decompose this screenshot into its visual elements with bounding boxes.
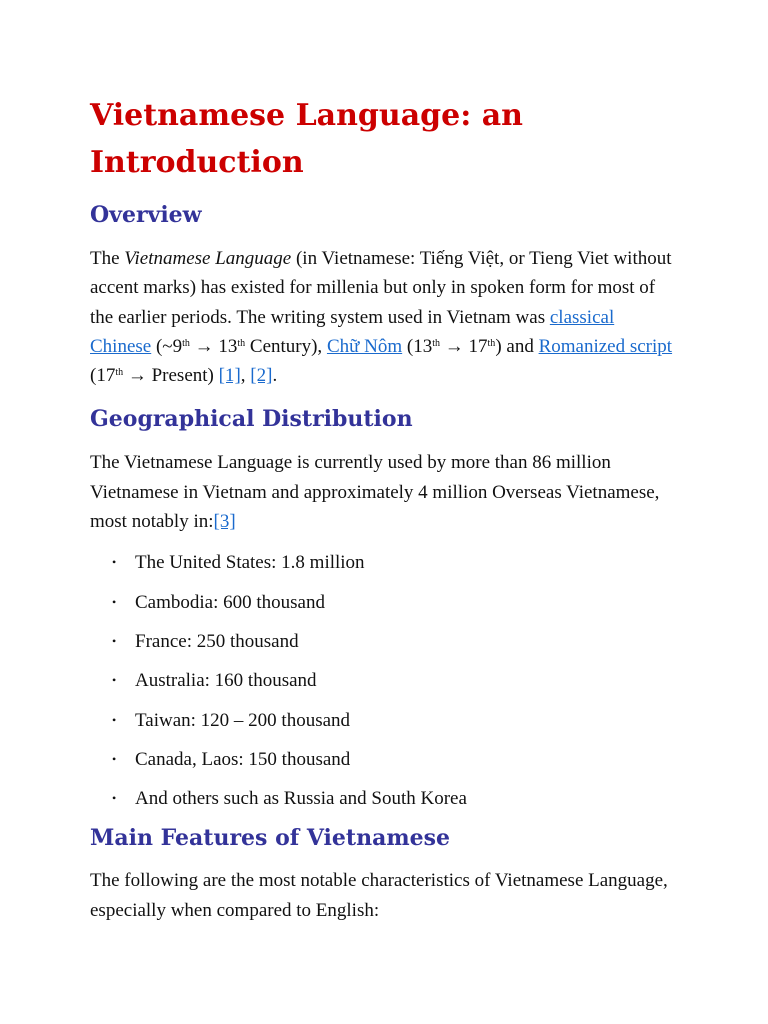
present-text: → Present) bbox=[123, 365, 219, 387]
century-text: Century), bbox=[245, 335, 327, 357]
period: . bbox=[272, 365, 278, 387]
superscript-th: th bbox=[182, 337, 190, 349]
overview-heading: Overview bbox=[90, 202, 202, 228]
superscript-th: th bbox=[115, 367, 124, 379]
list-item-text: Canada, Laos: 150 thousand bbox=[135, 748, 351, 770]
bullet-icon: • bbox=[112, 673, 117, 688]
list-item bbox=[90, 784, 680, 813]
list-item bbox=[90, 745, 680, 774]
comma: , bbox=[240, 365, 251, 387]
bullet-icon: • bbox=[112, 712, 117, 727]
open-17: (17 bbox=[90, 365, 116, 387]
open-13: (13 bbox=[402, 335, 433, 357]
list-item-text: Australia: 160 thousand bbox=[135, 670, 317, 692]
link-classical-chinese[interactable]: classical Chinese bbox=[90, 306, 615, 357]
list-item-text: France: 250 thousand bbox=[135, 630, 299, 652]
bullet-icon: • bbox=[112, 555, 117, 570]
population-list bbox=[90, 548, 680, 813]
list-item bbox=[90, 588, 680, 617]
list-item bbox=[90, 548, 680, 577]
superscript-th: th bbox=[237, 337, 246, 349]
vietnamese-language-emphasis: Vietnamese Language bbox=[124, 248, 292, 269]
overview-text-1: (in Vietnamese: Tiếng Việt, or Tieng Viet without accent marks) has existed for millenia but only in spoken form for most of the earlier periods. The writing system used in Vietnam was bbox=[90, 248, 672, 328]
superscript-th: th bbox=[487, 337, 496, 349]
geographical-distribution-heading: Geographical Distribution bbox=[90, 406, 413, 433]
features-paragraph: The following are the most notable characteristics of Vietnamese Language, especially when compared to English: bbox=[90, 870, 668, 921]
link-chu-nom[interactable]: Chữ Nôm bbox=[326, 335, 403, 357]
link-romanized-script[interactable]: Romanized script bbox=[538, 335, 673, 357]
list-item-text: Taiwan: 120 – 200 thousand bbox=[135, 709, 351, 731]
arrow-13: → 13 bbox=[189, 335, 238, 357]
and-text: ) and bbox=[495, 335, 539, 357]
list-item-text: The United States: 1.8 million bbox=[135, 552, 365, 574]
main-features-heading: Main Features of Vietnamese bbox=[90, 825, 450, 852]
superscript-th: th bbox=[432, 337, 441, 349]
list-item-text: And others such as Russia and South Korea bbox=[135, 788, 467, 810]
list-item bbox=[90, 666, 680, 695]
bullet-icon: • bbox=[112, 751, 117, 766]
overview-paragraph bbox=[90, 244, 680, 390]
page-title: Vietnamese Language: an Introduction bbox=[90, 98, 523, 180]
bullet-icon: • bbox=[112, 633, 117, 648]
reference-link-3[interactable]: [3] bbox=[213, 511, 236, 533]
reference-link-1[interactable]: [1] bbox=[218, 365, 241, 387]
text-the: The bbox=[90, 248, 125, 269]
geographical-text: The Vietnamese Language is currently used by more than 86 million Vietnamese in Vietnam and approximately 4 million Overseas Vietnamese, most notably in: bbox=[90, 452, 660, 533]
bullet-icon: • bbox=[112, 594, 117, 609]
list-item bbox=[90, 706, 680, 735]
reference-link-2[interactable]: [2] bbox=[250, 365, 273, 387]
geographical-paragraph bbox=[90, 448, 680, 536]
document-page bbox=[90, 92, 680, 925]
overview-text-2: (~9 bbox=[151, 335, 183, 357]
list-item-text: Cambodia: 600 thousand bbox=[135, 591, 325, 613]
bullet-icon: • bbox=[112, 791, 117, 806]
list-item bbox=[90, 627, 680, 656]
arrow-17: → 17 bbox=[440, 335, 488, 357]
